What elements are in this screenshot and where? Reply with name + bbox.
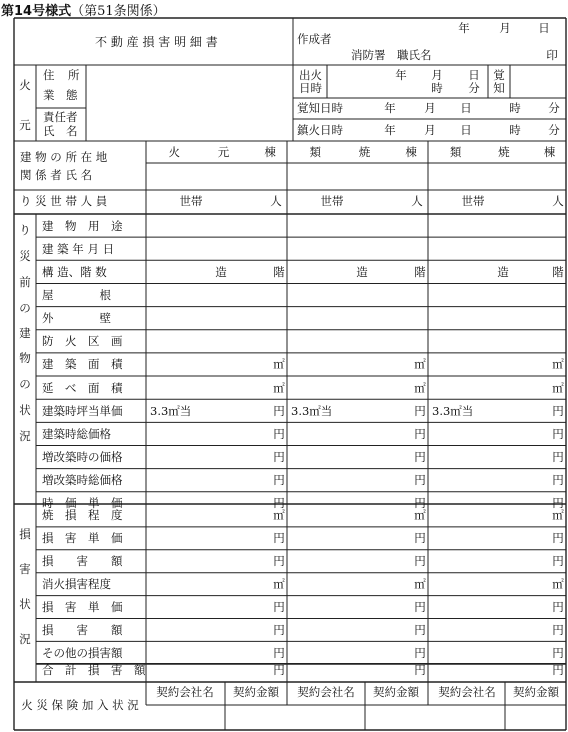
pre-state-label-9: 建築時坪当単価 <box>42 403 123 418</box>
unit-mark: 円 <box>414 450 426 465</box>
aware-hour-unit: 時 <box>509 101 521 115</box>
damage-unit: 円 <box>552 600 564 615</box>
extinguish-minute-unit: 分 <box>548 123 560 137</box>
unit-prefix: 3.3㎡当 <box>291 403 333 418</box>
pre-state-vertical-6: 物 <box>19 351 31 365</box>
damage-unit: 円 <box>552 645 564 660</box>
responsible-label-2: 氏 名 <box>43 124 78 138</box>
fire-year-unit: 年 <box>395 68 407 82</box>
pre-state-vertical-1: り <box>19 223 31 237</box>
preparer-org: 消防署 職氏名 <box>351 48 432 62</box>
column-head-1-1: 火 <box>168 145 180 159</box>
date-month: 月 <box>499 21 511 35</box>
address-label-2: 所 <box>68 68 80 82</box>
unit-kai: 階 <box>273 264 285 279</box>
damage-unit: ㎡ <box>414 577 426 592</box>
damage-label-6: 損 害 額 <box>42 622 123 637</box>
unit-mark: 円 <box>552 450 564 465</box>
location-label: 建 物 の 所 在 地 <box>20 150 108 164</box>
unit-kai: 階 <box>414 264 426 279</box>
column-head-3-3: 棟 <box>543 145 556 159</box>
pre-state-label-10: 建築時総価格 <box>42 426 111 441</box>
insurance-label: 火 災 保 険 加 入 状 況 <box>21 698 139 712</box>
column-head-2-1: 類 <box>309 145 321 159</box>
pre-state-label-11: 増改築時の価格 <box>42 450 123 465</box>
damage-unit: 円 <box>273 554 285 569</box>
insurance-company-head-3: 契約会社名 <box>438 685 496 699</box>
damage-unit: 円 <box>552 622 564 637</box>
damage-vertical-2: 害 <box>19 562 31 576</box>
address-label-1: 住 <box>43 68 55 82</box>
damage-label-2: 損 害 単 価 <box>42 531 123 546</box>
aware-day-unit: 日 <box>460 101 472 115</box>
unit-kai: 階 <box>552 264 564 279</box>
insurance-amount-head-3: 契約金額 <box>513 685 559 699</box>
unit-mark: 円 <box>273 403 285 418</box>
unit-zo: 造 <box>356 264 368 279</box>
extinguish-month-unit: 月 <box>424 123 436 137</box>
column-head-2-2: 焼 <box>358 145 371 159</box>
damage-unit: ㎡ <box>552 508 564 523</box>
aware-minute-unit: 分 <box>548 101 560 115</box>
insurance-amount-head-2: 契約金額 <box>373 685 419 699</box>
pre-state-label-5: 外 壁 <box>42 311 111 326</box>
unit-mark: 円 <box>273 426 285 441</box>
pre-state-label-8: 延 べ 面 積 <box>42 380 123 395</box>
damage-unit: 円 <box>273 622 285 637</box>
household-unit-setai-1: 世帯 <box>179 194 203 208</box>
pre-state-vertical-7: の <box>19 377 31 391</box>
damage-unit: ㎡ <box>552 577 564 592</box>
unit-zo: 造 <box>497 264 509 279</box>
unit-mark: ㎡ <box>273 357 285 372</box>
form-article: （第51条関係） <box>71 4 166 19</box>
unit-prefix: 3.3㎡当 <box>432 403 474 418</box>
unit-mark: 円 <box>414 496 426 511</box>
fire-time-label-1: 出火 <box>299 68 322 82</box>
damage-unit: 円 <box>414 600 426 615</box>
household-unit-setai-2: 世帯 <box>320 194 344 208</box>
unit-mark: ㎡ <box>273 380 285 395</box>
pre-state-vertical-2: 災 <box>19 249 31 263</box>
date-year: 年 <box>458 21 470 35</box>
household-unit-person-2: 人 <box>411 194 423 208</box>
unit-mark: 円 <box>414 403 426 418</box>
document-title: 不 動 産 損 害 明 細 書 <box>95 35 218 49</box>
damage-unit: ㎡ <box>273 508 285 523</box>
unit-mark: 円 <box>552 473 564 488</box>
seal-mark: 印 <box>546 48 558 62</box>
unit-mark: 円 <box>552 426 564 441</box>
aware-label: 覚知日時 <box>297 101 343 115</box>
damage-unit: 円 <box>273 645 285 660</box>
damage-label-7: その他の損害額 <box>42 645 123 660</box>
damage-label-1: 焼 損 程 度 <box>42 508 123 523</box>
column-head-3-2: 焼 <box>498 145 510 159</box>
pre-state-vertical-9: 況 <box>19 429 31 443</box>
origin-vertical-1: 火 <box>19 78 31 92</box>
aware-year-unit: 年 <box>384 101 396 115</box>
business-label: 業 態 <box>43 88 78 102</box>
household-unit-person-3: 人 <box>552 194 564 208</box>
pre-state-vertical-3: 前 <box>19 275 31 289</box>
column-head-3-1: 類 <box>449 145 462 159</box>
damage-vertical-1: 損 <box>19 527 31 541</box>
unit-mark: ㎡ <box>552 357 564 372</box>
damage-unit: 円 <box>552 554 564 569</box>
damage-unit: 円 <box>273 531 285 546</box>
household-unit-setai-3: 世帯 <box>461 194 485 208</box>
damage-label-3: 損 害 額 <box>42 554 123 569</box>
household-label: り 災 世 帯 人 員 <box>20 194 108 208</box>
insurance-company-head-1: 契約会社名 <box>156 685 214 699</box>
total-unit: 円 <box>273 663 285 677</box>
pre-state-label-6: 防 火 区 画 <box>42 334 123 349</box>
fire-day-unit: 日 <box>468 68 480 82</box>
pre-state-label-2: 建 築 年 月 日 <box>42 241 115 256</box>
damage-vertical-4: 況 <box>19 632 31 646</box>
damage-label-4: 消火損害程度 <box>42 577 111 592</box>
column-head-1-2: 元 <box>217 145 230 159</box>
unit-mark: 円 <box>552 403 564 418</box>
column-head-1-3: 棟 <box>264 145 276 159</box>
total-label: 合 計 損 害 額 <box>42 663 146 677</box>
owner-label: 関 係 者 氏 名 <box>20 168 93 182</box>
unit-mark: ㎡ <box>414 380 426 395</box>
total-unit: 円 <box>552 663 564 677</box>
unit-mark: 円 <box>273 496 285 511</box>
pre-state-label-1: 建 物 用 途 <box>42 218 123 233</box>
form-number: 第14号様式 <box>1 4 72 19</box>
damage-unit: 円 <box>414 554 426 569</box>
pre-state-vertical-8: 状 <box>19 403 31 417</box>
total-unit: 円 <box>414 663 426 677</box>
kakuchi-2: 知 <box>493 81 505 95</box>
unit-prefix: 3.3㎡当 <box>150 403 192 418</box>
unit-mark: 円 <box>273 473 285 488</box>
preparer-label: 作成者 <box>297 32 332 46</box>
pre-state-label-3: 構 造、階 数 <box>42 264 107 279</box>
extinguish-day-unit: 日 <box>460 123 472 137</box>
extinguish-hour-unit: 時 <box>509 123 521 137</box>
pre-state-vertical-5: 建 <box>19 326 31 340</box>
household-unit-person-1: 人 <box>270 194 282 208</box>
extinguish-year-unit: 年 <box>384 123 396 137</box>
fire-hour-unit: 時 <box>431 81 443 95</box>
kakuchi-1: 覚 <box>493 68 505 82</box>
unit-mark: 円 <box>414 426 426 441</box>
unit-mark: ㎡ <box>552 380 564 395</box>
pre-state-label-13: 時 価 単 価 <box>42 496 123 511</box>
unit-mark: ㎡ <box>414 357 426 372</box>
extinguish-label: 鎮火日時 <box>297 123 343 137</box>
date-day: 日 <box>538 21 550 35</box>
damage-unit: 円 <box>414 531 426 546</box>
damage-label-5: 損 害 単 価 <box>42 600 123 615</box>
origin-vertical-2: 元 <box>19 118 31 132</box>
unit-mark: 円 <box>552 496 564 511</box>
fire-month-unit: 月 <box>431 68 443 82</box>
damage-vertical-3: 状 <box>19 597 31 611</box>
damage-unit: 円 <box>414 622 426 637</box>
pre-state-label-4: 屋 根 <box>42 288 111 303</box>
damage-unit: 円 <box>414 645 426 660</box>
fire-time-label-2: 日時 <box>299 81 322 95</box>
damage-unit: 円 <box>273 600 285 615</box>
aware-month-unit: 月 <box>424 101 436 115</box>
responsible-label-1: 責任者 <box>43 110 78 124</box>
damage-unit: ㎡ <box>273 577 285 592</box>
insurance-amount-head-1: 契約金額 <box>233 685 279 699</box>
insurance-company-head-2: 契約会社名 <box>297 685 355 699</box>
unit-mark: 円 <box>273 450 285 465</box>
fire-minute-unit: 分 <box>468 81 480 95</box>
pre-state-label-12: 増改築時総価格 <box>42 473 123 488</box>
damage-unit: ㎡ <box>414 508 426 523</box>
damage-unit: 円 <box>552 531 564 546</box>
pre-state-label-7: 建 築 面 積 <box>42 357 123 372</box>
pre-state-vertical-4: の <box>19 301 31 315</box>
unit-mark: 円 <box>414 473 426 488</box>
column-head-2-3: 棟 <box>405 145 417 159</box>
unit-zo: 造 <box>215 264 227 279</box>
